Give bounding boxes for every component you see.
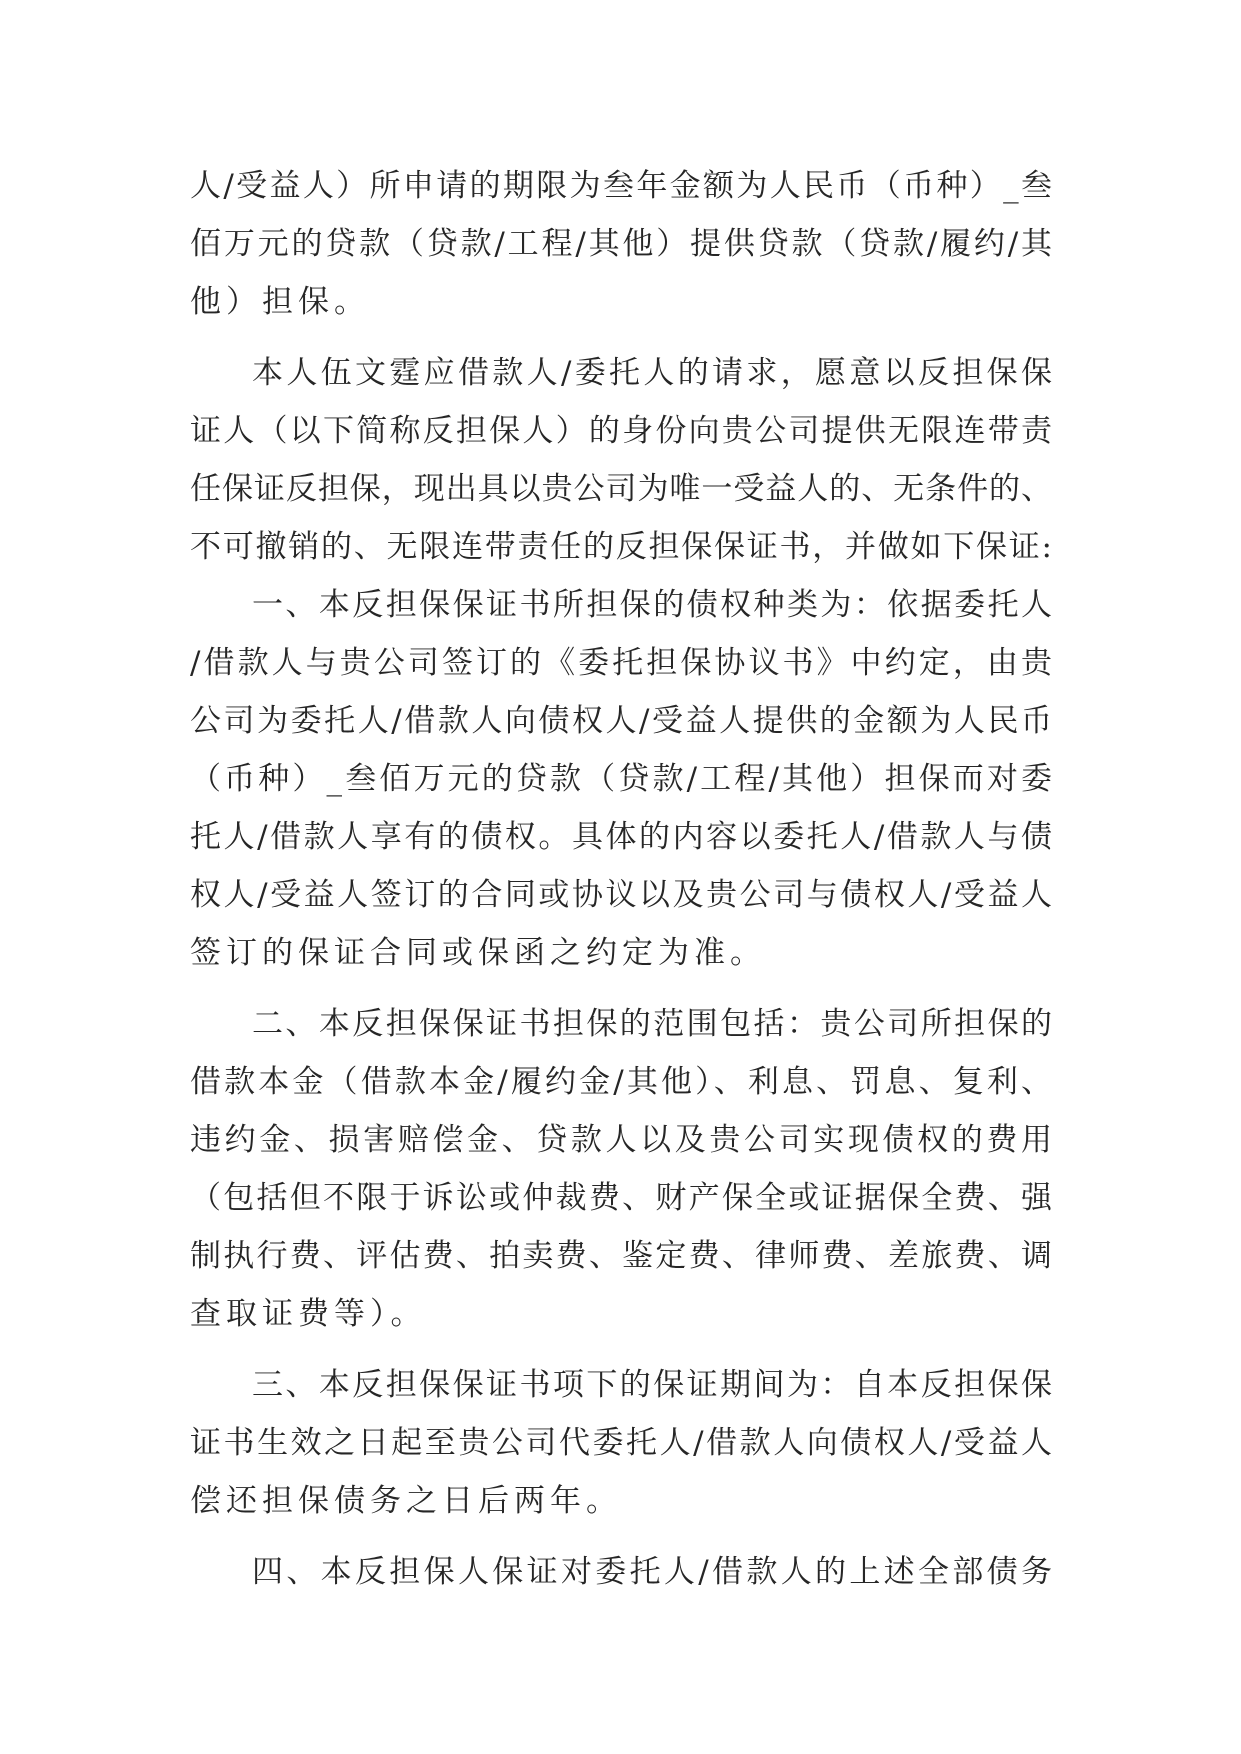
text-line: 三、本反担保保证书项下的保证期间为：自本反担保保	[252, 1367, 1052, 1403]
paragraph-5	[190, 1356, 1052, 1530]
text-line: 偿还担保债务之日后两年。	[190, 1483, 622, 1519]
text-line: 违约金、损害赔偿金、贷款人以及贵公司实现债权的费用	[190, 1122, 1052, 1158]
text-line: 一、本反担保保证书所担保的债权种类为：依据委托人	[252, 587, 1052, 623]
paragraph-2	[190, 344, 1052, 576]
text-line: 四、本反担保人保证对委托人/借款人的上述全部债务	[252, 1554, 1052, 1590]
text-line: 二、本反担保保证书担保的范围包括：贵公司所担保的	[252, 1006, 1052, 1042]
text-line: 任保证反担保，现出具以贵公司为唯一受益人的、无条件的、	[190, 471, 1052, 507]
text-line: 托人/借款人享有的债权。具体的内容以委托人/借款人与债	[190, 819, 1052, 855]
text-line: 借款本金（借款本金/履约金/其他）、利息、罚息、复利、	[190, 1064, 1052, 1100]
text-line: 公司为委托人/借款人向债权人/受益人提供的金额为人民币	[190, 703, 1052, 739]
text-line: 人/受益人）所申请的期限为叁年金额为人民币（币种）_叁	[190, 168, 1052, 204]
text-line: 证人（以下简称反担保人）的身份向贵公司提供无限连带责	[190, 413, 1052, 449]
text-line: 佰万元的贷款（贷款/工程/其他）提供贷款（贷款/履约/其	[190, 226, 1052, 262]
text-line: 查取证费等）。	[190, 1296, 427, 1332]
paragraph-1	[190, 157, 1052, 331]
paragraph-6	[190, 1543, 1052, 1601]
text-line: 权人/受益人签订的合同或协议以及贵公司与债权人/受益人	[190, 877, 1052, 913]
paragraph-3	[190, 576, 1052, 982]
text-line: （包括但不限于诉讼或仲裁费、财产保全或证据保全费、强	[190, 1180, 1052, 1216]
text-line: 他）担保。	[190, 284, 370, 320]
text-line: /借款人与贵公司签订的《委托担保协议书》中约定，由贵	[190, 645, 1052, 681]
text-line: 不可撤销的、无限连带责任的反担保保证书，并做如下保证:	[190, 529, 1052, 565]
text-line: （币种）_叁佰万元的贷款（贷款/工程/其他）担保而对委	[190, 761, 1052, 797]
paragraph-4	[190, 995, 1052, 1343]
text-line: 证书生效之日起至贵公司代委托人/借款人向债权人/受益人	[190, 1425, 1052, 1461]
text-line: 签订的保证合同或保函之约定为准。	[190, 935, 766, 971]
text-line: 本人伍文霆应借款人/委托人的请求，愿意以反担保保	[252, 355, 1052, 391]
document-body	[190, 157, 1052, 1601]
text-line: 制执行费、评估费、拍卖费、鉴定费、律师费、差旅费、调	[190, 1238, 1052, 1274]
